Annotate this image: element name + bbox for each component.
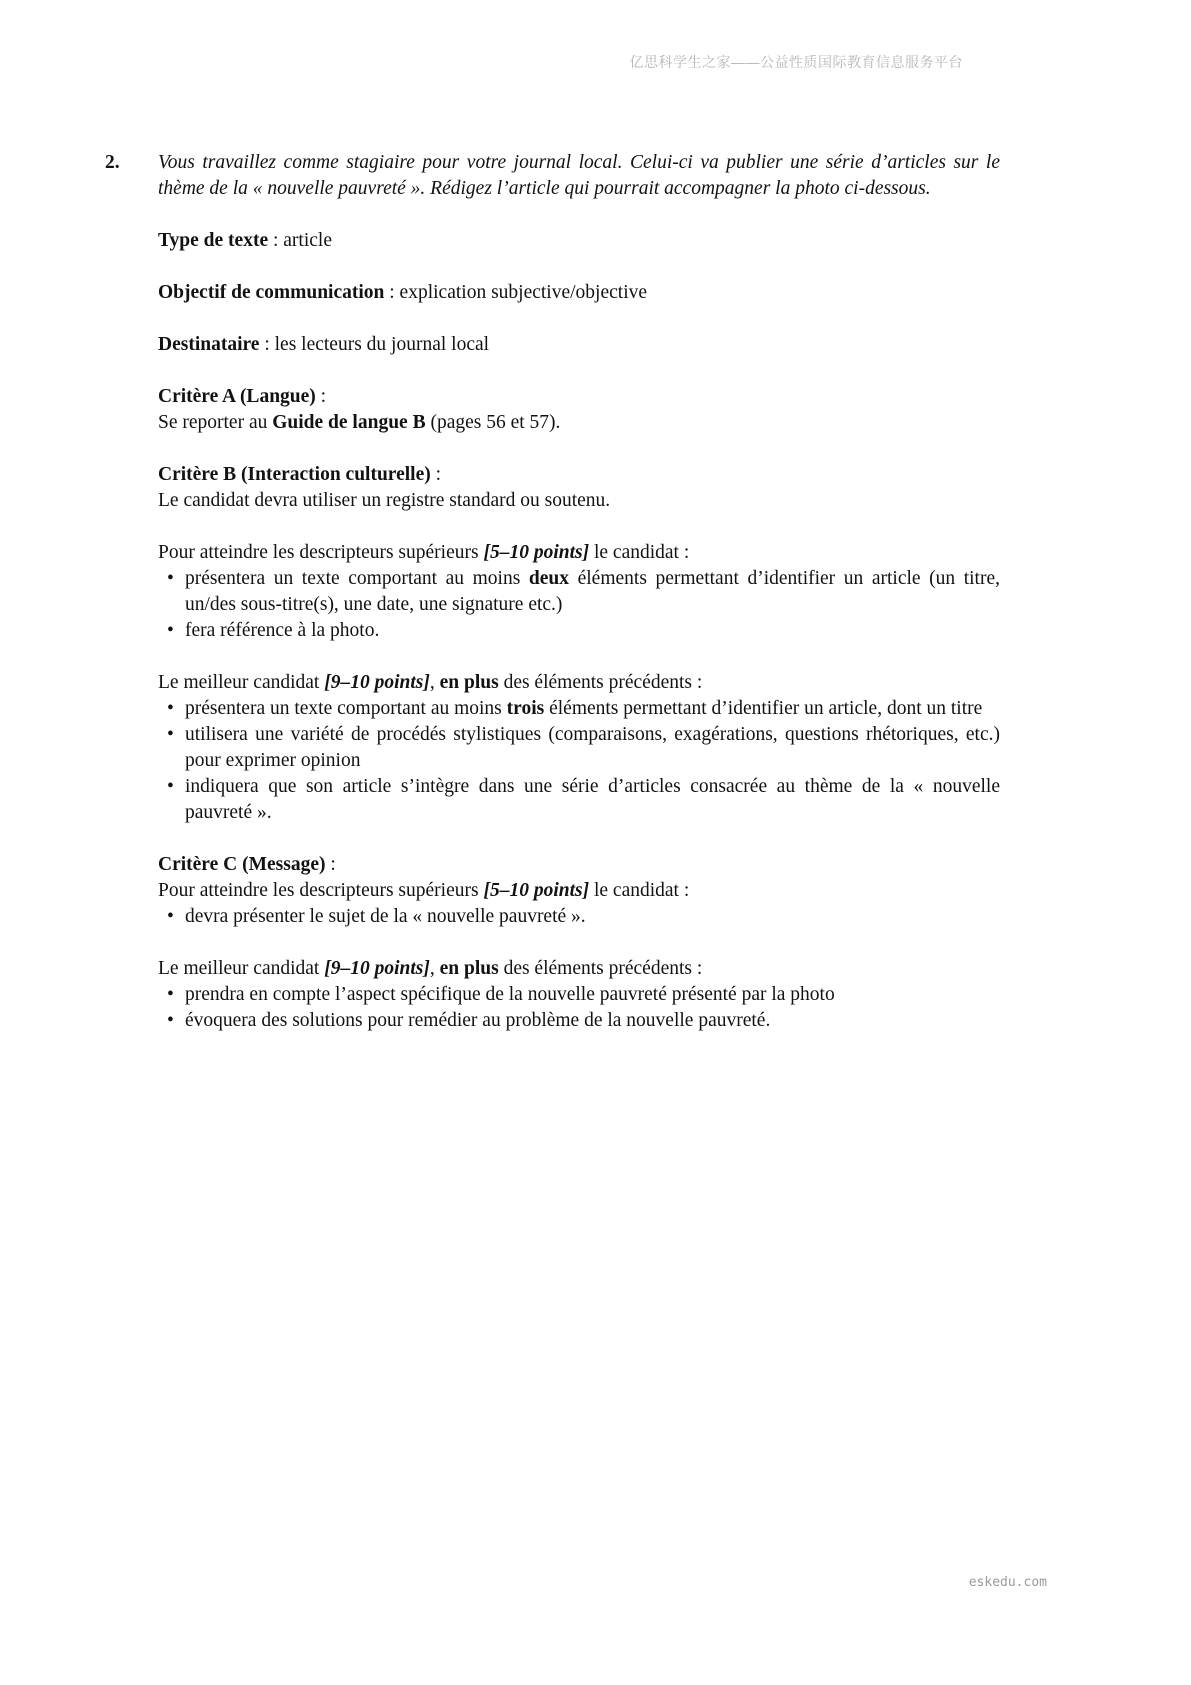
bullet-item <box>158 774 1000 826</box>
bullet-text: indiquera que son article s’intègre dans une série d’articles consacrée au thème de la « nouvelle pauvreté ». <box>185 776 1000 823</box>
bullet-item <box>158 982 1000 1008</box>
exam-content <box>105 150 1000 1034</box>
critere-a-body: Se reporter au Guide de langue B (pages 56 et 57). <box>158 412 561 433</box>
bullet-marker: • <box>167 776 174 797</box>
bullet-text: prendra en compte l’aspect spécifique de la nouvelle pauvreté présenté par la photo <box>185 984 835 1005</box>
site-watermark-header: 亿思科学生之家——公益性质国际教育信息服务平台 <box>629 54 963 70</box>
critere-b-body: Le candidat devra utiliser un registre standard ou soutenu. <box>158 490 611 511</box>
critere-c-upper-intro: Pour atteindre les descripteurs supérieurs [5–10 points] le candidat : <box>158 880 690 901</box>
bullet-item <box>158 904 1000 930</box>
bullet-marker: • <box>167 1010 174 1031</box>
bullet-marker: • <box>167 568 174 589</box>
site-watermark-footer: eskedu.com <box>968 1575 1047 1590</box>
type-de-texte: Type de texte : article <box>158 230 332 251</box>
bullet-item <box>158 1008 1000 1034</box>
critere-b-upper-intro: Pour atteindre les descripteurs supérieurs [5–10 points] le candidat : <box>158 542 690 563</box>
critere-c-title: Critère C (Message) : <box>158 854 336 875</box>
critere-b-title: Critère B (Interaction culturelle) : <box>158 464 442 485</box>
bullet-marker: • <box>167 906 174 927</box>
bullet-text: devra présenter le sujet de la « nouvelle pauvreté ». <box>185 906 586 927</box>
question-number: 2. <box>105 152 120 173</box>
bullet-item <box>158 566 1000 618</box>
destinataire: Destinataire : les lecteurs du journal local <box>158 334 490 355</box>
bullet-marker: • <box>167 984 174 1005</box>
bullet-item <box>158 618 1000 644</box>
critere-a-title: Critère A (Langue) : <box>158 386 327 407</box>
bullet-marker: • <box>167 620 174 641</box>
objectif-de-communication: Objectif de communication : explication subjective/objective <box>158 282 648 303</box>
bullet-item <box>158 696 1000 722</box>
critere-c-best-intro: Le meilleur candidat [9–10 points], en plus des éléments précédents : <box>158 958 703 979</box>
bullet-item <box>158 722 1000 774</box>
question-prompt: Vous travaillez comme stagiaire pour votre journal local. Celui-ci va publier une série d’articles sur le thème de la « nouvelle pauvreté ». Rédigez l’article qui pourrait accompagner la photo ci-dessous. <box>158 152 1000 199</box>
bullet-text: présentera un texte comportant au moins deux éléments permettant d’identifier un article (un titre, un/des sous-titre(s), une date, une signature etc.) <box>185 568 1000 615</box>
question-2 <box>105 150 1000 202</box>
bullet-marker: • <box>167 698 174 719</box>
critere-b-best-intro: Le meilleur candidat [9–10 points], en plus des éléments précédents : <box>158 672 703 693</box>
bullet-text: fera référence à la photo. <box>185 620 380 641</box>
bullet-text: évoquera des solutions pour remédier au problème de la nouvelle pauvreté. <box>185 1010 771 1031</box>
bullet-text: présentera un texte comportant au moins trois éléments permettant d’identifier un article, dont un titre <box>185 698 983 719</box>
bullet-marker: • <box>167 724 174 745</box>
bullet-text: utilisera une variété de procédés stylistiques (comparaisons, exagérations, questions rhétoriques, etc.) pour exprimer opinion <box>185 724 1000 771</box>
criteria-body <box>158 228 1000 1034</box>
